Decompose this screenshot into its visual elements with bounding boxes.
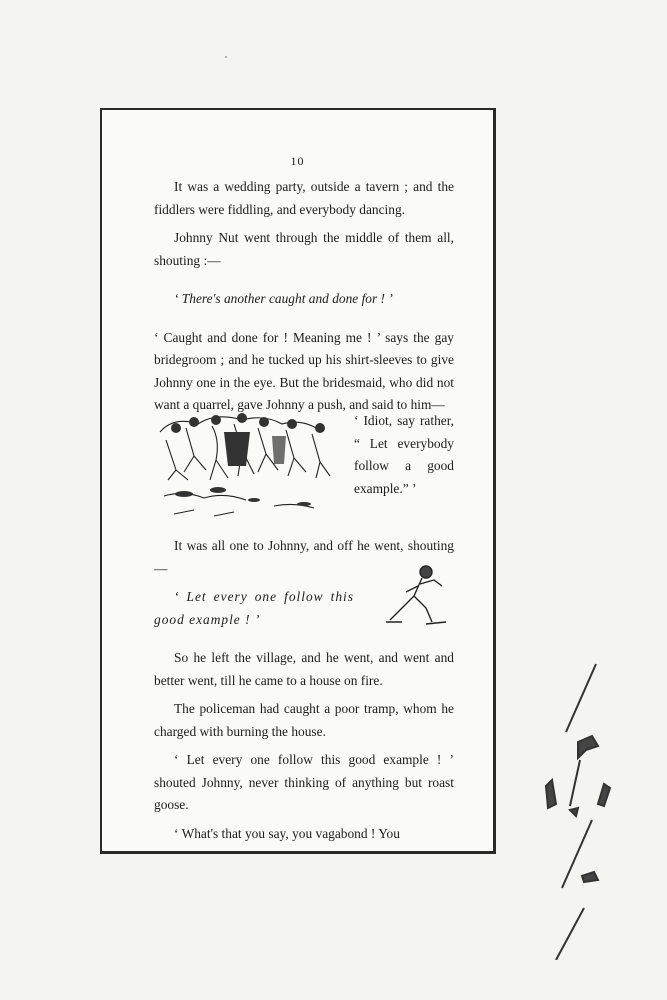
wedding-scuffle-illustration	[154, 410, 342, 522]
text-block-top	[154, 176, 454, 417]
page-number: 10	[290, 154, 305, 168]
paragraph-8: So he left the village, and he went, and went and better went, till he came to a house on fire.	[154, 650, 454, 688]
bridesmaid-quote: ‘ Idiot, say rather, “ Let everybody follow a good example.” ’	[354, 413, 454, 496]
paragraph-4: ‘ Caught and done for ! Meaning me ! ’ says the gay bridegroom ; and he tucked up his shirt-sleeves to give Johnny one in the eye. But the bridesmaid, who did not want a quarrel, gave Johnny a push, and said to him—	[154, 329, 454, 412]
paragraph-9: The policeman had caught a poor tramp, whom he charged with burning the house.	[154, 701, 454, 739]
paragraph-6: It was all one to Johnny, and off he went, shouting—	[154, 538, 454, 576]
margin-ink-marks	[536, 660, 626, 960]
paragraph-3: ‘ There's another caught and done for ! ’	[174, 291, 393, 306]
paragraph-10: ‘ Let every one follow this good example ! ’ shouted Johnny, never thinking of anything but roast goose.	[154, 752, 454, 812]
running-johnny-illustration	[382, 562, 452, 626]
page-frame	[100, 108, 496, 854]
paragraph-2: Johnny Nut went through the middle of them all, shouting :—	[154, 230, 454, 268]
speck	[225, 56, 227, 58]
paragraph-7: ‘ Let every one follow this good example ! ’	[154, 589, 354, 627]
paragraph-11: ‘ What's that you say, you vagabond ! You	[174, 825, 400, 841]
paragraph-1: It was a wedding party, outside a tavern ; and the fiddlers were fiddling, and everybody dancing.	[154, 179, 454, 217]
